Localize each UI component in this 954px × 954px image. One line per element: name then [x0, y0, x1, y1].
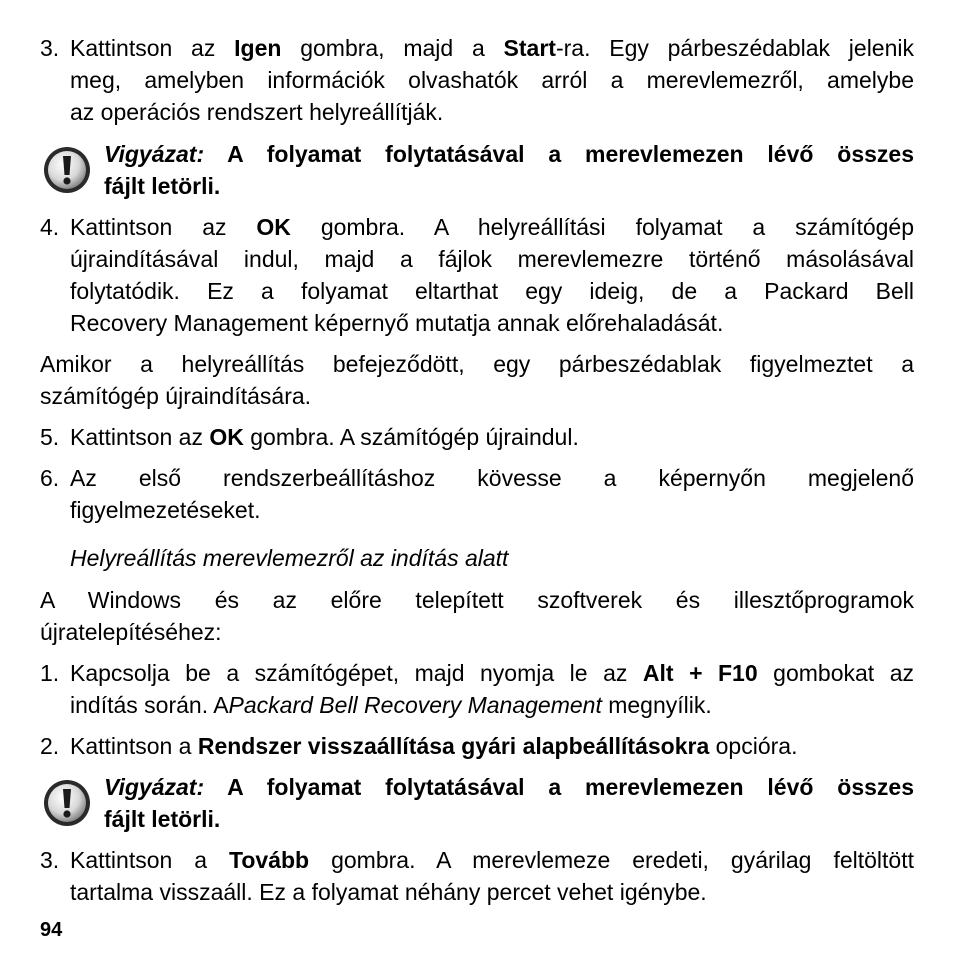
list-item-text: Az első rendszerbeállításhoz kövesse a képernyőn megjelenő: [70, 465, 914, 491]
warning-text: fájlt letörli.: [104, 173, 221, 199]
section-subheading: Helyreállítás merevlemezről az indítás alatt: [70, 545, 509, 571]
list-item-text: Recovery Management képernyő mutatja annak előrehaladását.: [70, 310, 724, 336]
list-number: 3.: [40, 847, 60, 873]
list-item-text: újraindításával indul, majd a fájlok merevlemezre történő másolásával: [70, 246, 914, 272]
list-item-text: Kapcsolja be a számítógépet, majd nyomja le az Alt + F10 gombokat az: [70, 660, 914, 686]
list-number: 2.: [40, 733, 60, 759]
list-number: 6.: [40, 465, 60, 491]
warning-exclamation-icon: [42, 145, 92, 195]
list-item-text: Kattintson az OK gombra. A számítógép újraindul.: [70, 424, 579, 450]
list-number: 3.: [40, 35, 60, 61]
paragraph: újratelepítéséhez:: [40, 619, 222, 645]
list-number: 4.: [40, 214, 60, 240]
warning-text: fájlt letörli.: [104, 806, 221, 832]
list-item-text: Kattintson a Tovább gombra. A merevlemeze eredeti, gyárilag feltöltött: [70, 847, 914, 873]
list-item-text: indítás során. APackard Bell Recovery Management megnyílik.: [70, 692, 712, 718]
paragraph: számítógép újraindítására.: [40, 383, 312, 409]
list-item-text: Kattintson a Rendszer visszaállítása gyári alapbeállításokra opcióra.: [70, 733, 798, 759]
warning-text: Vigyázat: A folyamat folytatásával a merevlemezen lévő összes: [104, 774, 914, 800]
paragraph: A Windows és az előre telepített szoftverek és illesztőprogramok: [40, 587, 914, 613]
list-number: 1.: [40, 660, 60, 686]
page-number: 94: [40, 919, 63, 941]
list-item-text: Kattintson az OK gombra. A helyreállítási folyamat a számítógép: [70, 214, 915, 240]
warning-exclamation-icon: [42, 778, 92, 828]
warning-text: Vigyázat: A folyamat folytatásával a merevlemezen lévő összes: [104, 141, 914, 167]
list-item-text: folytatódik. Ez a folyamat eltarthat egy ideig, de a Packard Bell: [70, 278, 914, 304]
list-number: 5.: [40, 424, 60, 450]
list-item-text: az operációs rendszert helyreállítják.: [70, 99, 444, 125]
list-item-text: meg, amelyben információk olvashatók arról a merevlemezről, amelybe: [70, 67, 914, 93]
list-item-text: tartalma visszaáll. Ez a folyamat néhány percet vehet igénybe.: [70, 879, 707, 905]
paragraph: Amikor a helyreállítás befejeződött, egy párbeszédablak figyelmeztet a: [40, 351, 914, 377]
list-item-text: figyelmezetéseket.: [70, 497, 261, 523]
list-item-text: Kattintson az Igen gombra, majd a Start-ra. Egy párbeszédablak jelenik: [70, 35, 915, 61]
